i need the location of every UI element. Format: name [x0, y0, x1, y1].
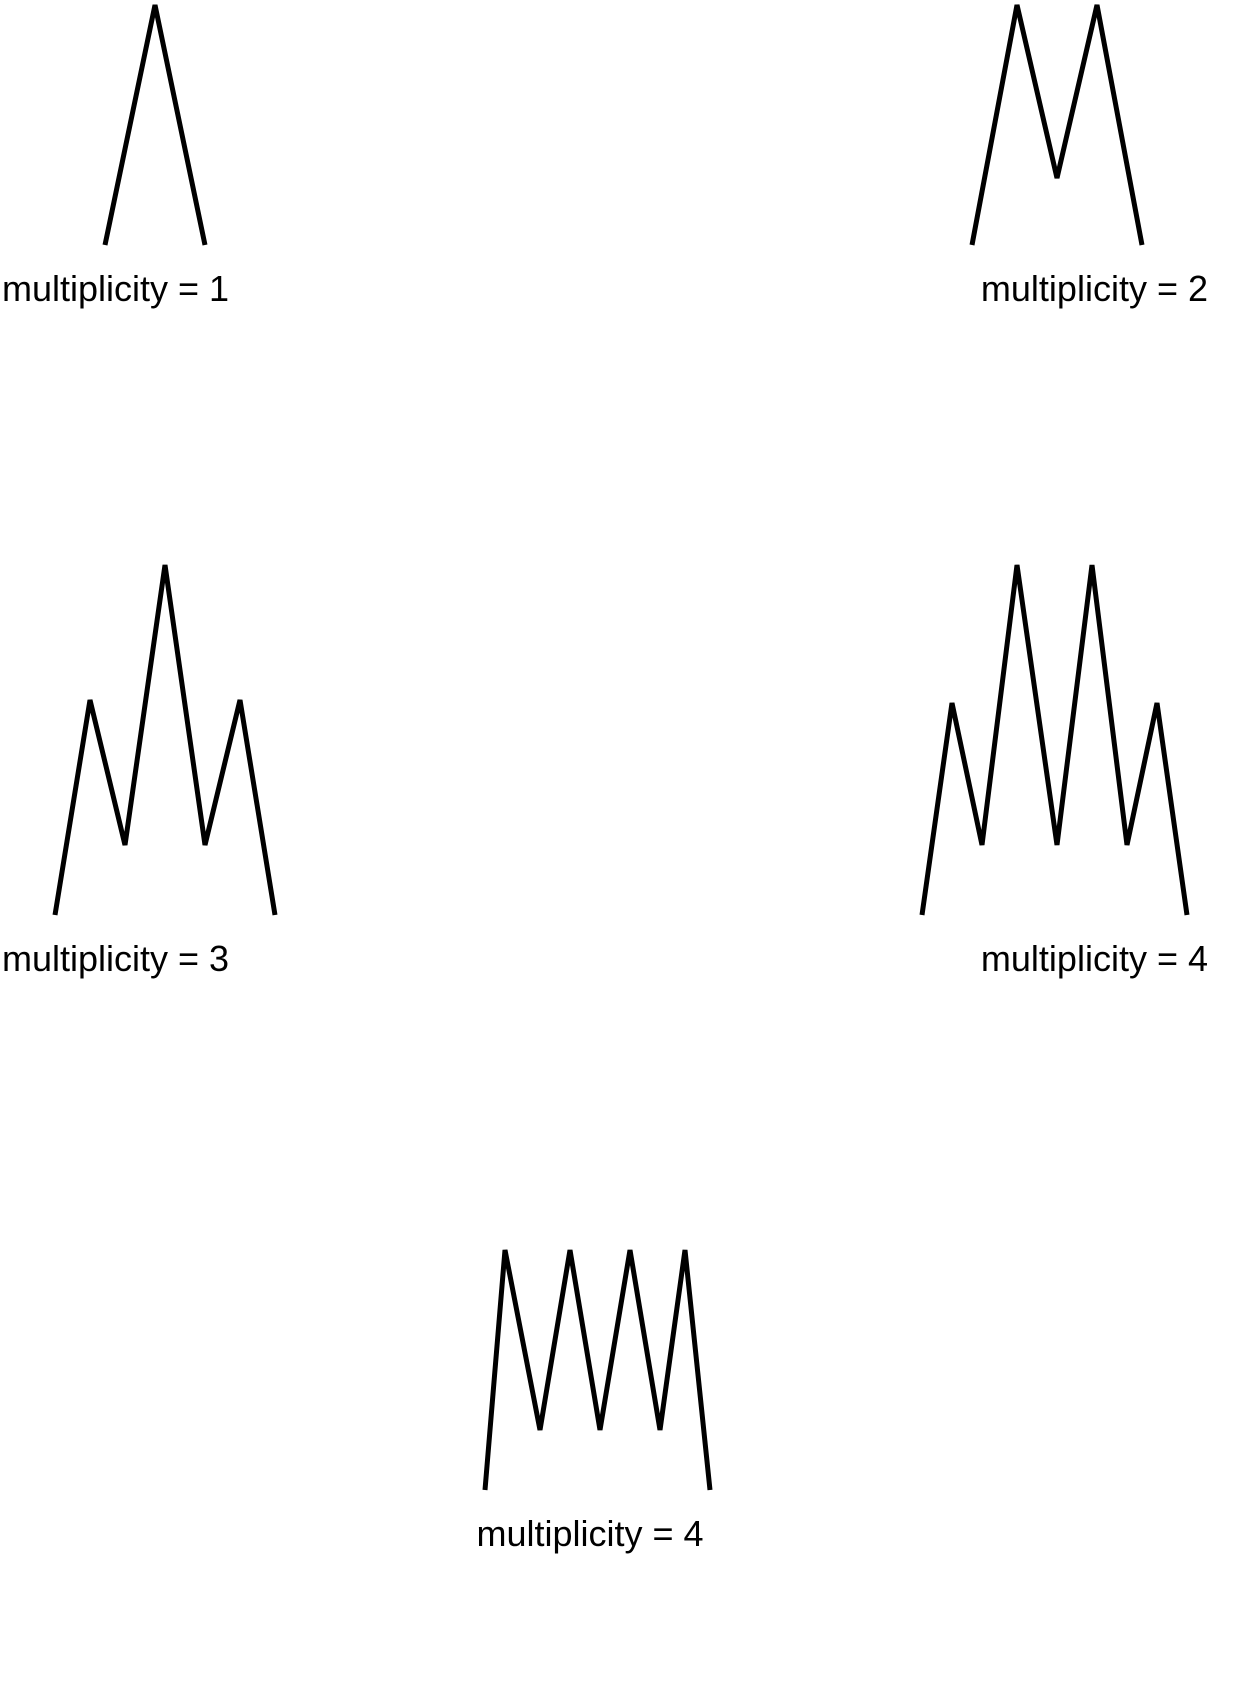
panel-caption-1: multiplicity = 1: [2, 268, 230, 309]
multiplet-panel-5: [420, 1240, 760, 1552]
peak-trace-icon-4: [912, 560, 1197, 925]
panel-caption-2: multiplicity = 2: [980, 268, 1208, 309]
panel-caption-5: multiplicity = 4: [476, 1513, 704, 1554]
peak-trace-wrapper-2: [962, 0, 1212, 255]
peak-trace-icon-5: [470, 1240, 725, 1500]
peak-polyline-2: [972, 5, 1142, 245]
peak-trace-wrapper-3: [45, 560, 300, 925]
multiplet-panel-1: [0, 0, 300, 307]
peak-trace-wrapper-4: [912, 560, 1212, 925]
peak-polyline-4: [922, 565, 1187, 915]
peak-trace-wrapper-5: [470, 1240, 760, 1500]
peak-polyline-3: [55, 565, 275, 915]
peak-trace-icon-3: [45, 560, 285, 925]
peak-polyline-1: [105, 5, 205, 245]
peak-trace-wrapper-1: [95, 0, 300, 255]
panel-caption-4: multiplicity = 4: [980, 938, 1208, 979]
multiplet-panel-3: [0, 560, 300, 977]
multiplet-panel-4: [872, 560, 1212, 977]
multiplet-panel-2: [872, 0, 1212, 307]
panel-caption-3: multiplicity = 3: [2, 938, 230, 979]
peak-trace-icon-1: [95, 0, 215, 255]
peak-polyline-5: [485, 1250, 710, 1490]
peak-trace-icon-2: [962, 0, 1152, 255]
